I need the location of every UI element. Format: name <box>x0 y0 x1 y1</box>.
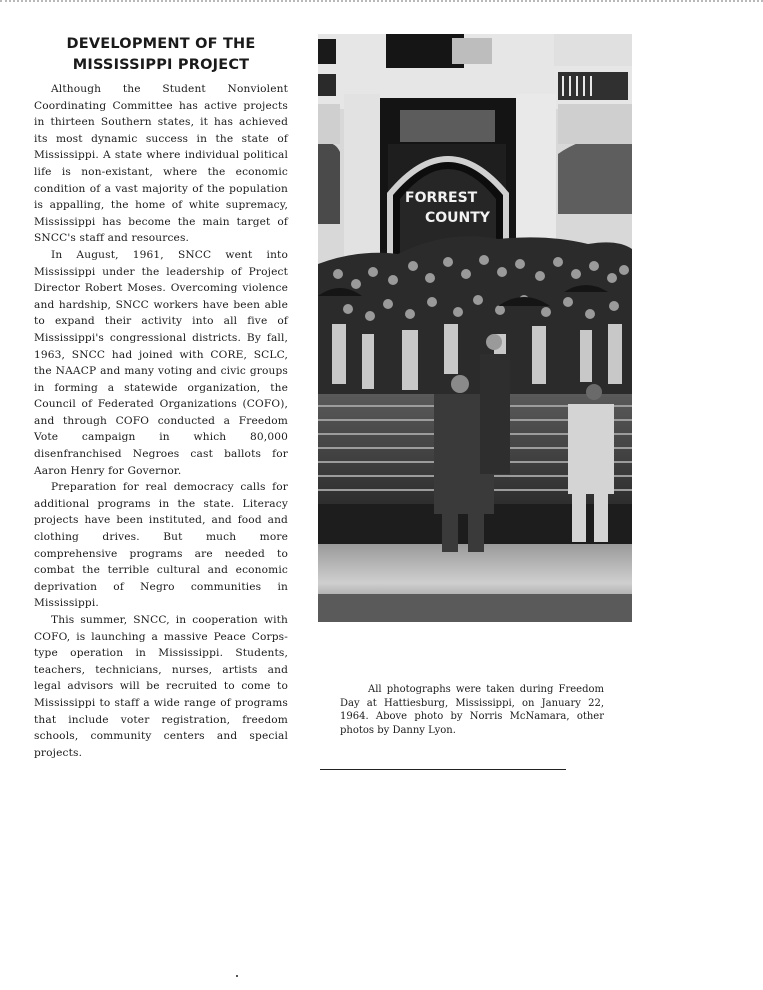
article-column <box>34 34 288 761</box>
courthouse-photo <box>318 34 632 622</box>
horizontal-rule <box>320 769 566 770</box>
scan-speck <box>236 975 238 977</box>
paragraph-history: In August, 1961, SNCC went into Mississippi under the leadership of Project Director Robert Moses. Overcoming violence and hardship, SNCC workers have been able to expand their activity into all five of Mississippi's congressional districts. By fall, 1963, SNCC had joined with CORE, SCLC, the NAACP and many voting and civic groups in forming a statewide organization, the Council of Federated Organizations (COFO), and through COFO conducted a Freedom Vote campaign in which 80,000 disenfranchised Negroes cast ballots for Aaron Henry for Governor. <box>34 248 288 477</box>
article-title <box>34 34 288 76</box>
courthouse-photo-illustration <box>318 34 632 622</box>
paragraph-programs: Preparation for real democracy calls for additional programs in the state. Literacy projects have been instituted, and food and clothing drives. But much more comprehensive programs are needed to combat the terrible cultural and economic deprivation of Negro communities in Mississippi. <box>34 481 288 610</box>
title-line-2: MISSISSIPPI PROJECT <box>72 57 250 73</box>
paragraph-summer-project: This summer, SNCC, in cooperation with COFO, is launching a massive Peace Corps-type operation in Mississippi. Students, teachers, technicians, nurses, artists and legal advisors will be recruited to come to Mississippi to staff a wide range of programs that include voter registration, freedom schools, community centers and special projects. <box>34 614 288 759</box>
county-sign-text: COUNTY <box>425 210 490 226</box>
title-line-1: DEVELOPMENT OF THE <box>66 36 256 52</box>
photo-caption: All photographs were taken during Freedom Day at Hattiesburg, Mississippi, on January 22, 1964. Above photo by Norris McNamara, other photos by Danny Lyon. <box>340 684 604 736</box>
top-dotted-border <box>0 0 763 8</box>
forrest-sign-text: FORREST <box>405 190 478 206</box>
paragraph-intro: Although the Student Nonviolent Coordinating Committee has active projects in thirteen Southern states, it has achieved its most dynamic success in the state of Mississippi. A state where individual political life is non-existant, where the economic condition of a vast majority of the population is appalling, the home of white supremacy, Mississippi has become the main target of SNCC's staff and resources. <box>34 83 288 245</box>
